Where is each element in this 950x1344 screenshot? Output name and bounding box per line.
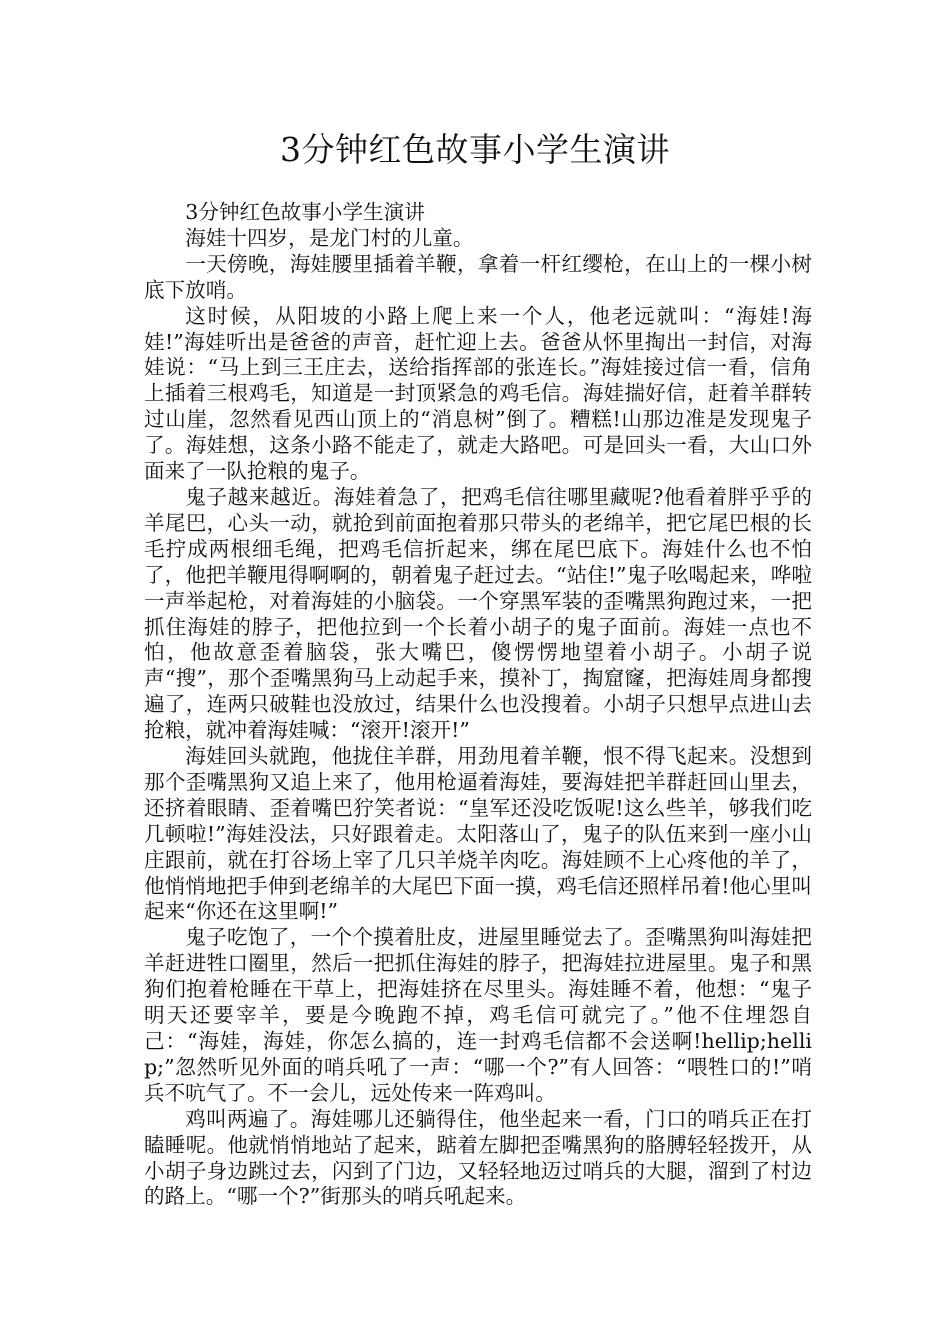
paragraph: 鬼子吃饱了，一个个摸着肚皮，进屋里睡觉去了。歪嘴黑狗叫海娃把羊赶进牲口圈里，然后一把抓住海娃的脖子，把海娃拉进屋里。鬼子和黑狗们抱着枪睡在干草上，把海娃挤在尽里头。海娃睡不着，他想：“鬼子明天还要宰羊，要是今晚跑不掉，鸡毛信可就完了。”他不住埋怨自己：“海娃，海娃，你怎么搞的，连一封鸡毛信都不会送啊!hellip;hellip;”忽然听见外面的哨兵吼了一声：“哪一个?”有人回答：“喂牲口的!”哨兵不吭气了。不一会儿，远处传来一阵鸡叫。 bbox=[144, 925, 812, 1105]
paragraph: 一天傍晚，海娃腰里插着羊鞭，拿着一杆红缨枪，在山上的一棵小树底下放哨。 bbox=[144, 251, 812, 302]
paragraph: 海娃十四岁，是龙门村的儿童。 bbox=[185, 225, 474, 250]
paragraph: 鸡叫两遍了。海娃哪儿还躺得住，他坐起来一看，门口的哨兵正在打瞌睡呢。他就悄悄地站了起来，踮着左脚把歪嘴黑狗的胳膊轻轻拨开，从小胡子身边跳过去，闪到了门边，又轻轻地迈过哨兵的大腿，溜到了村边的路上。“哪一个?”街那头的哨兵吼起来。 bbox=[144, 1106, 812, 1209]
document-body bbox=[144, 200, 812, 1210]
document-title: 3分钟红色故事小学生演讲 bbox=[280, 130, 670, 169]
paragraph: 鬼子越来越近。海娃着急了，把鸡毛信往哪里藏呢?他看着胖乎乎的羊尾巴，心头一动，就抢到前面抱着那只带头的老绵羊，把它尾巴根的长毛拧成两根细毛绳，把鸡毛信折起来，绑在尾巴底下。海娃什么也不怕了，他把羊鞭甩得啊啊的，朝着鬼子赶过去。“站住!”鬼子吆喝起来，哗啦一声举起枪，对着海娃的小脑袋。一个穿黑军装的歪嘴黑狗跑过来，一把抓住海娃的脖子，把他拉到一个长着小胡子的鬼子面前。海娃一点也不怕，他故意歪着脑袋，张大嘴巴，傻愣愣地望着小胡子。小胡子说声“搜”，那个歪嘴黑狗马上动起手来，摸补丁，掏窟窿，把海娃周身都搜遍了，连两只破鞋也没放过，结果什么也没搜着。小胡子只想早点进山去抢粮，就冲着海娃喊：“滚开!滚开!” bbox=[144, 484, 812, 743]
paragraph: 这时候，从阳坡的小路上爬上来一个人，他老远就叫：“海娃!海娃!”海娃听出是爸爸的声音，赶忙迎上去。爸爸从怀里掏出一封信，对海娃说：“马上到三王庄去，送给指挥部的张连长。”海娃接过信一看，信角上插着三根鸡毛，知道是一封顶紧急的鸡毛信。海娃揣好信，赶着羊群转过山崖，忽然看见西山顶上的“消息树”倒了。糟糕!山那边准是发现鬼子了。海娃想，这条小路不能走了，就走大路吧。可是回头一看，大山口外面来了一队抢粮的鬼子。 bbox=[144, 303, 812, 484]
paragraph: 海娃回头就跑，他拢住羊群，用劲甩着羊鞭，恨不得飞起来。没想到那个歪嘴黑狗又追上来了，他用枪逼着海娃，要海娃把羊群赶回山里去，还挤着眼睛、歪着嘴巴狞笑者说：“皇军还没吃饭呢!这么些羊，够我们吃几顿啦!”海娃没法，只好跟着走。太阳落山了，鬼子的队伍来到一座小山庄跟前，就在打谷场上宰了几只羊烧羊肉吃。海娃顾不上心疼他的羊了，他悄悄地把手伸到老绵羊的大尾巴下面一摸，鸡毛信还照样吊着!他心里叫起来“你还在这里啊!” bbox=[144, 744, 812, 924]
paragraph: 3分钟红色故事小学生演讲 bbox=[185, 200, 425, 224]
